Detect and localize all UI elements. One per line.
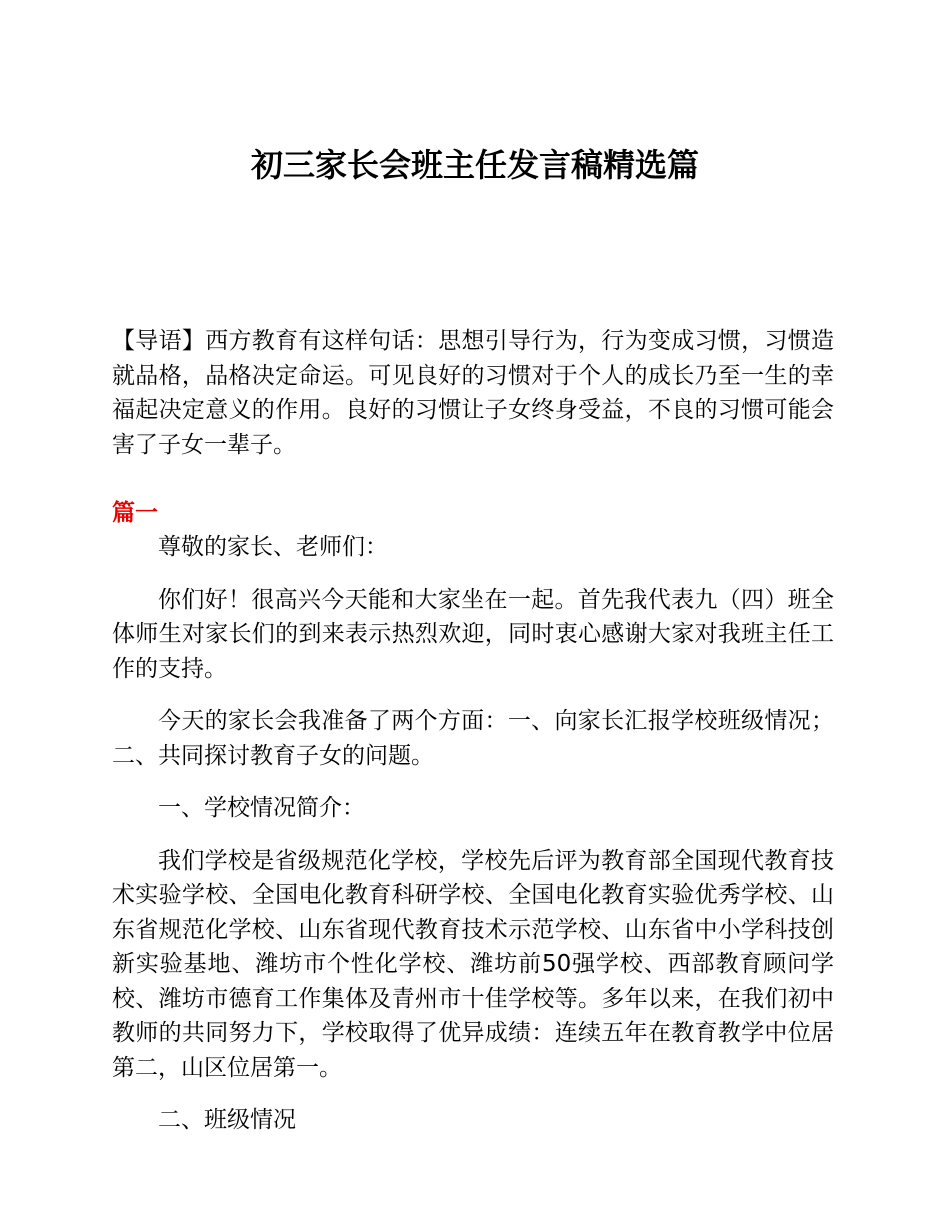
section-heading: 篇一 xyxy=(112,500,158,526)
document-title: 初三家长会班主任发言稿精选篇 xyxy=(250,146,699,184)
body-paragraph: 今天的家长会我准备了两个方面：一、向家长汇报学校班级情况；二、共同探讨教育子女的问题。 xyxy=(112,708,834,769)
subheading-paragraph: 二、班级情况 xyxy=(158,1107,296,1133)
subheading-paragraph: 一、学校情况简介： xyxy=(158,795,365,821)
greeting-paragraph: 尊敬的家长、老师们： xyxy=(158,534,388,560)
document-body xyxy=(112,324,834,1138)
intro-paragraph: 【导语】西方教育有这样句话：思想引导行为，行为变成习惯，习惯造就品格，品格决定命运。可见良好的习惯对于个人的成长乃至一生的幸福起决定意义的作用。良好的习惯让子女终身受益，不良的习惯可能会害了子女一辈子。 xyxy=(112,328,834,458)
body-paragraph: 你们好！很高兴今天能和大家坐在一起。首先我代表九（四）班全体师生对家长们的到来表示热烈欢迎，同时衷心感谢大家对我班主任工作的支持。 xyxy=(112,586,834,682)
body-paragraph: 我们学校是省级规范化学校，学校先后评为教育部全国现代教育技术实验学校、全国电化教育科研学校、全国电化教育实验优秀学校、山东省规范化学校、山东省现代教育技术示范学校、山东省中小学科技创新实验基地、潍坊市个性化学校、潍坊前50强学校、西部教育顾问学校、潍坊市德育工作集体及青州市十佳学校等。多年以来，在我们初中教师的共同努力下，学校取得了优异成绩：连续五年在教育教学中位居第二，山区位居第一。 xyxy=(112,847,834,1081)
